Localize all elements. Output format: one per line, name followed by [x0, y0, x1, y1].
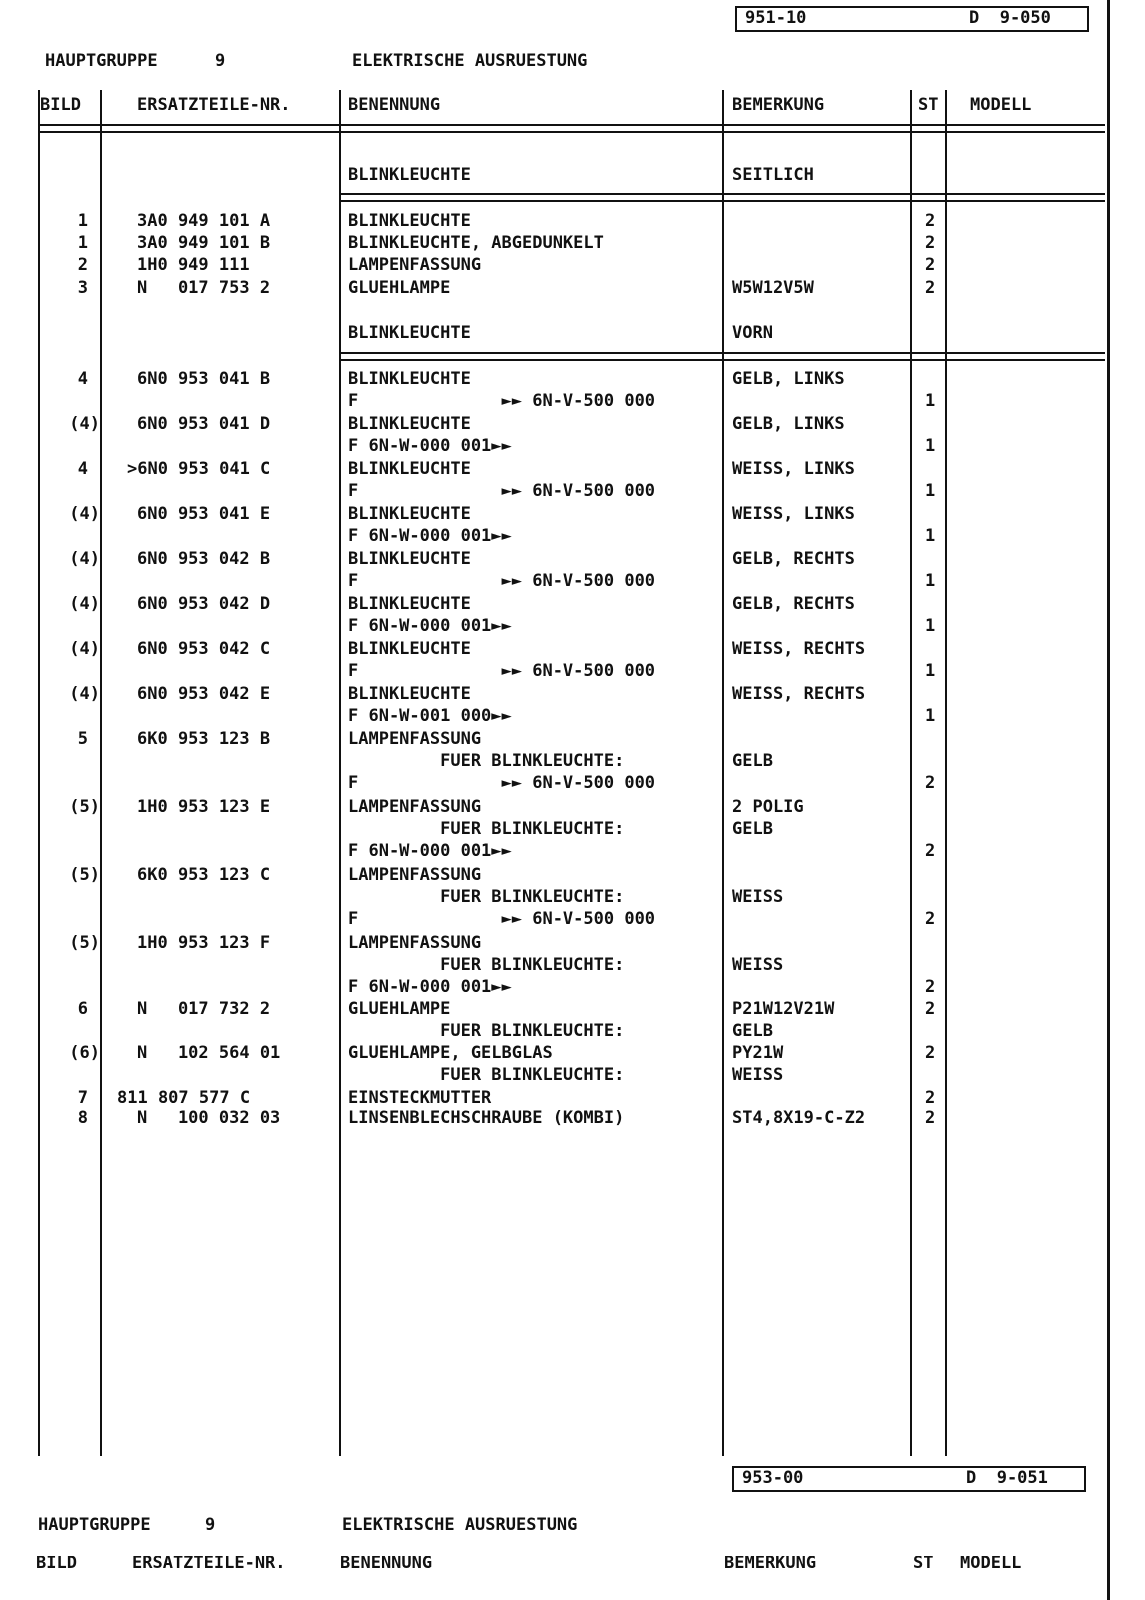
- list-item-st: 2: [925, 1088, 936, 1108]
- list-item-benennung: BLINKLEUCHTE: [348, 459, 471, 479]
- section-rule-vorn: [340, 352, 1105, 361]
- list-item-bemerkung: WEISS: [732, 1065, 784, 1085]
- list-item-benennung: BLINKLEUCHTE: [348, 684, 471, 704]
- list-item-bemerkung: ST4,8X19-C-Z2: [732, 1108, 866, 1128]
- next-group-label: HAUPTGRUPPE: [38, 1515, 151, 1535]
- list-item-nr: 6N0 953 041 D: [137, 414, 271, 434]
- list-item-bemerkung: P21W12V21W: [732, 999, 835, 1019]
- list-item-benennung: FUER BLINKLEUCHTE:: [348, 1021, 625, 1041]
- list-item-benennung: BLINKLEUCHTE: [348, 369, 471, 389]
- list-item-st: 1: [925, 571, 936, 591]
- list-item-bild: 3: [77, 278, 88, 298]
- next-page-reference-box: [732, 1466, 1086, 1492]
- list-item-nr: N 017 753 2: [137, 278, 271, 298]
- list-item-bild: (4): [69, 594, 100, 614]
- list-item-benennung: F ►► 6N-V-500 000: [348, 773, 656, 793]
- list-item-benennung: LAMPENFASSUNG: [348, 797, 482, 817]
- list-item-bild: 4: [77, 459, 88, 479]
- list-item-nr: 6N0 953 042 B: [137, 549, 271, 569]
- list-item-bild: (5): [69, 933, 100, 953]
- list-item-nr: 6N0 953 042 C: [137, 639, 271, 659]
- next-col-header-bild: BILD: [36, 1556, 77, 1572]
- col-header-modell: MODELL: [970, 95, 1032, 115]
- list-item-st: 1: [925, 616, 936, 636]
- list-item-benennung: F ►► 6N-V-500 000: [348, 481, 656, 501]
- list-item-bild: (5): [69, 865, 100, 885]
- list-item-benennung: BLINKLEUCHTE: [348, 211, 471, 231]
- list-item-nr: 6N0 953 042 D: [137, 594, 271, 614]
- section-reference: 951-10: [745, 8, 807, 28]
- col-line-6: [945, 90, 947, 1456]
- list-item-nr: 6N0 953 041 B: [137, 369, 271, 389]
- group-title: ELEKTRISCHE AUSRUESTUNG: [352, 51, 588, 71]
- section-rule-seitlich: [340, 193, 1105, 202]
- list-item-st: 2: [925, 211, 936, 231]
- next-header-clip: [0, 1556, 1145, 1572]
- list-item-benennung: BLINKLEUCHTE: [348, 594, 471, 614]
- col-header-benennung: BENENNUNG: [348, 95, 441, 115]
- list-item-bild: (5): [69, 797, 100, 817]
- list-item-benennung: FUER BLINKLEUCHTE:: [348, 955, 625, 975]
- list-item-benennung: BLINKLEUCHTE: [348, 414, 471, 434]
- list-item-benennung: BLINKLEUCHTE: [348, 165, 471, 185]
- list-item-bemerkung: W5W12V5W: [732, 278, 814, 298]
- list-item-bemerkung: WEISS, LINKS: [732, 459, 855, 479]
- list-item-benennung: F 6N-W-000 001►►: [348, 977, 512, 997]
- list-item-benennung: BLINKLEUCHTE: [348, 549, 471, 569]
- next-col-header-st: ST: [913, 1556, 934, 1572]
- list-item-bild: (4): [69, 639, 100, 659]
- list-item-bemerkung: WEISS: [732, 887, 784, 907]
- list-item-bild: 5: [77, 729, 88, 749]
- col-header-nr: ERSATZTEILE-NR.: [137, 95, 291, 115]
- list-item-bemerkung: 2 POLIG: [732, 797, 804, 817]
- list-item-nr: 6N0 953 042 E: [137, 684, 271, 704]
- list-item-benennung: F 6N-W-000 001►►: [348, 841, 512, 861]
- list-item-bild: 7: [77, 1088, 88, 1108]
- list-item-nr: N 102 564 01: [137, 1043, 281, 1063]
- next-page-number: D 9-051: [966, 1468, 1048, 1488]
- group-number: 9: [215, 51, 226, 71]
- list-item-bild: (4): [69, 414, 100, 434]
- list-item-nr: 1H0 949 111: [137, 255, 250, 275]
- list-item-bemerkung: GELB: [732, 1021, 773, 1041]
- next-group-title: ELEKTRISCHE AUSRUESTUNG: [342, 1515, 578, 1535]
- next-col-header-bemerkung: BEMERKUNG: [724, 1556, 817, 1572]
- list-item-st: 2: [925, 255, 936, 275]
- list-item-benennung: LAMPENFASSUNG: [348, 729, 482, 749]
- list-item-bemerkung: GELB, LINKS: [732, 369, 845, 389]
- list-item-benennung: F ►► 6N-V-500 000: [348, 661, 656, 681]
- page-right-border: [1107, 0, 1110, 1600]
- list-item-nr: >6N0 953 041 C: [127, 459, 271, 479]
- list-item-st: 1: [925, 436, 936, 456]
- list-item-benennung: FUER BLINKLEUCHTE:: [348, 819, 625, 839]
- next-section-reference: 953-00: [742, 1468, 804, 1488]
- list-item-nr: 1H0 953 123 E: [137, 797, 271, 817]
- group-label: HAUPTGRUPPE: [45, 51, 158, 71]
- list-item-nr: 6K0 953 123 B: [137, 729, 271, 749]
- list-item-st: 2: [925, 233, 936, 253]
- list-item-st: 1: [925, 661, 936, 681]
- list-item-nr: 3A0 949 101 A: [137, 211, 271, 231]
- list-item-benennung: LAMPENFASSUNG: [348, 933, 482, 953]
- list-item-benennung: GLUEHLAMPE: [348, 999, 451, 1019]
- list-item-benennung: F 6N-W-000 001►►: [348, 526, 512, 546]
- list-item-bemerkung: PY21W: [732, 1043, 784, 1063]
- col-line-5: [910, 90, 912, 1456]
- list-item-bemerkung: GELB: [732, 751, 773, 771]
- list-item-bild: 1: [77, 211, 88, 231]
- list-item-bild: (4): [69, 504, 100, 524]
- next-group-number: 9: [205, 1515, 216, 1535]
- list-item-bemerkung: VORN: [732, 323, 773, 343]
- list-item-benennung: LINSENBLECHSCHRAUBE (KOMBI): [348, 1108, 625, 1128]
- list-item-bild: 1: [77, 233, 88, 253]
- list-item-nr: 3A0 949 101 B: [137, 233, 271, 253]
- list-item-bild: 8: [77, 1108, 88, 1128]
- list-item-bemerkung: WEISS, LINKS: [732, 504, 855, 524]
- list-item-st: 2: [925, 1108, 936, 1128]
- list-item-bemerkung: WEISS, RECHTS: [732, 639, 866, 659]
- list-item-benennung: FUER BLINKLEUCHTE:: [348, 1065, 625, 1085]
- list-item-benennung: FUER BLINKLEUCHTE:: [348, 751, 625, 771]
- list-item-benennung: LAMPENFASSUNG: [348, 865, 482, 885]
- col-line-2: [100, 90, 102, 1456]
- next-col-header-benennung: BENENNUNG: [340, 1556, 433, 1572]
- list-item-bemerkung: WEISS: [732, 955, 784, 975]
- list-item-st: 1: [925, 706, 936, 726]
- list-item-benennung: GLUEHLAMPE: [348, 278, 451, 298]
- list-item-benennung: BLINKLEUCHTE: [348, 504, 471, 524]
- list-item-nr: 6N0 953 041 E: [137, 504, 271, 524]
- list-item-st: 2: [925, 1043, 936, 1063]
- next-col-header-modell: MODELL: [960, 1556, 1022, 1572]
- list-item-benennung: GLUEHLAMPE, GELBGLAS: [348, 1043, 553, 1063]
- list-item-nr: 6K0 953 123 C: [137, 865, 271, 885]
- list-item-benennung: BLINKLEUCHTE, ABGEDUNKELT: [348, 233, 604, 253]
- list-item-benennung: LAMPENFASSUNG: [348, 255, 482, 275]
- list-item-bild: (4): [69, 549, 100, 569]
- next-col-header-nr: ERSATZTEILE-NR.: [132, 1556, 286, 1572]
- list-item-benennung: EINSTECKMUTTER: [348, 1088, 492, 1108]
- list-item-st: 1: [925, 481, 936, 501]
- list-item-st: 2: [925, 278, 936, 298]
- page-reference-box: [735, 6, 1089, 32]
- col-header-bemerkung: BEMERKUNG: [732, 95, 825, 115]
- list-item-bemerkung: GELB, RECHTS: [732, 549, 855, 569]
- list-item-st: 2: [925, 999, 936, 1019]
- list-item-bemerkung: GELB, RECHTS: [732, 594, 855, 614]
- list-item-bemerkung: GELB: [732, 819, 773, 839]
- list-item-benennung: F 6N-W-001 000►►: [348, 706, 512, 726]
- list-item-bild: 6: [77, 999, 88, 1019]
- list-item-benennung: F ►► 6N-V-500 000: [348, 571, 656, 591]
- list-item-nr: N 017 732 2: [137, 999, 271, 1019]
- list-item-st: 2: [925, 841, 936, 861]
- list-item-bild: (4): [69, 684, 100, 704]
- list-item-benennung: F 6N-W-000 001►►: [348, 436, 512, 456]
- list-item-nr: N 100 032 03: [137, 1108, 281, 1128]
- list-item-bild: 2: [77, 255, 88, 275]
- list-item-benennung: F ►► 6N-V-500 000: [348, 909, 656, 929]
- list-item-nr: 1H0 953 123 F: [137, 933, 271, 953]
- list-item-benennung: F 6N-W-000 001►►: [348, 616, 512, 636]
- list-item-benennung: BLINKLEUCHTE: [348, 639, 471, 659]
- list-item-bemerkung: GELB, LINKS: [732, 414, 845, 434]
- col-line-3: [339, 90, 341, 1456]
- list-item-bild: (6): [69, 1043, 100, 1063]
- list-item-nr: 811 807 577 C: [117, 1088, 251, 1108]
- list-item-bemerkung: SEITLICH: [732, 165, 814, 185]
- list-item-st: 2: [925, 909, 936, 929]
- col-line-4: [722, 90, 724, 1456]
- list-item-benennung: FUER BLINKLEUCHTE:: [348, 887, 625, 907]
- page-number: D 9-050: [969, 8, 1051, 28]
- list-item-st: 1: [925, 391, 936, 411]
- list-item-bemerkung: WEISS, RECHTS: [732, 684, 866, 704]
- list-item-benennung: F ►► 6N-V-500 000: [348, 391, 656, 411]
- list-item-benennung: BLINKLEUCHTE: [348, 323, 471, 343]
- list-item-st: 2: [925, 977, 936, 997]
- col-header-st: ST: [918, 95, 939, 115]
- col-header-bild: BILD: [40, 95, 81, 115]
- list-item-st: 1: [925, 526, 936, 546]
- list-item-bild: 4: [77, 369, 88, 389]
- list-item-st: 2: [925, 773, 936, 793]
